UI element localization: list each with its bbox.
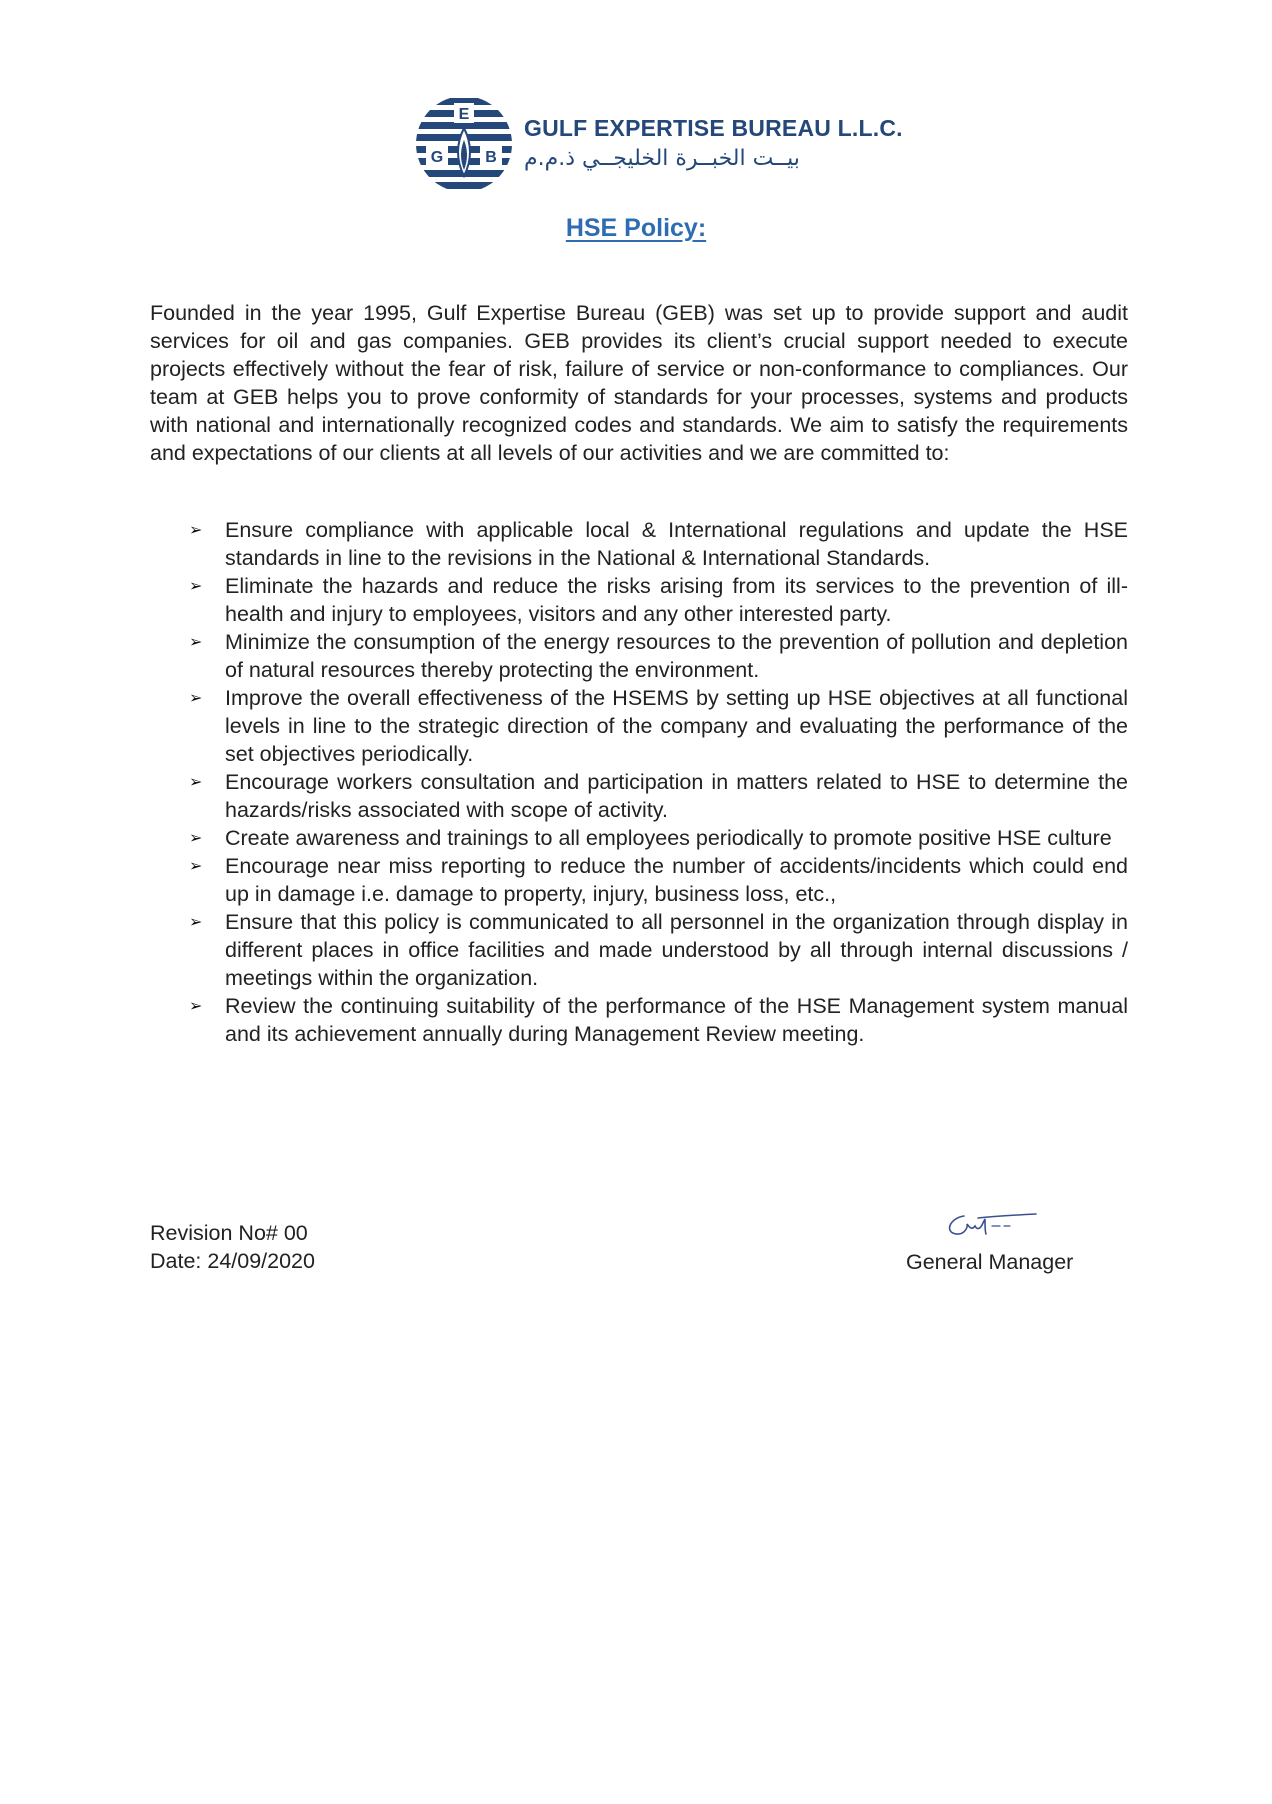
arrowhead-bullet-icon: ➢ (189, 828, 203, 847)
list-item (150, 852, 1128, 908)
list-item (150, 992, 1128, 1048)
revision-block (150, 1219, 315, 1275)
arrowhead-bullet-icon: ➢ (189, 576, 203, 595)
list-item (150, 908, 1128, 992)
list-item (150, 628, 1128, 684)
arrowhead-bullet-icon: ➢ (189, 632, 203, 651)
list-item-text: Ensure that this policy is communicated to all personnel in the organization through display in different places in office facilities and made understood by all through internal discussions / meetings within the organization. (225, 910, 1128, 990)
arrowhead-bullet-icon: ➢ (189, 520, 203, 539)
list-item (150, 684, 1128, 768)
list-item-text: Review the continuing suitability of the performance of the HSE Management system manual and its achievement annually during Management Review meeting. (225, 994, 1128, 1046)
signatory-title: General Manager (906, 1250, 1074, 1274)
list-item (150, 824, 1128, 852)
company-header (412, 94, 903, 194)
list-item-text: Improve the overall effectiveness of the HSEMS by setting up HSE objectives at all functional levels in line to the strategic direction of the company and evaluating the performance of the set objectives periodically. (225, 686, 1128, 766)
list-item-text: Ensure compliance with applicable local & International regulations and update the HSE standards in line to the revisions in the National & International Standards. (225, 518, 1128, 570)
logo-letter-b: B (485, 149, 497, 166)
list-item-text: Encourage near miss reporting to reduce the number of accidents/incidents which could end up in damage i.e. damage to property, injury, business loss, etc., (225, 854, 1128, 906)
arrowhead-bullet-icon: ➢ (189, 912, 203, 931)
list-item (150, 516, 1128, 572)
list-item-text: Encourage workers consultation and participation in matters related to HSE to determine the hazards/risks associated with scope of activity. (225, 770, 1128, 822)
list-item-text: Minimize the consumption of the energy resources to the prevention of pollution and depletion of natural resources thereby protecting the environment. (225, 630, 1128, 682)
arrowhead-bullet-icon: ➢ (189, 996, 203, 1015)
arrowhead-bullet-icon: ➢ (189, 856, 203, 875)
list-item (150, 768, 1128, 824)
revision-date: Date: 24/09/2020 (150, 1249, 315, 1273)
signature-icon (940, 1206, 1040, 1246)
arrowhead-bullet-icon: ➢ (189, 772, 203, 791)
logo-letter-e: E (458, 106, 470, 123)
company-name-block (524, 114, 903, 176)
geb-logo-icon (412, 94, 516, 194)
list-item-text: Eliminate the hazards and reduce the risks arising from its services to the prevention of ill-health and injury to employees, visitors and any other interested party. (225, 574, 1128, 626)
revision-number: Revision No# 00 (150, 1221, 308, 1245)
arrowhead-bullet-icon: ➢ (189, 688, 203, 707)
commitment-list (150, 516, 1128, 1048)
list-item-text: Create awareness and trainings to all employees periodically to promote positive HSE culture (225, 826, 1112, 850)
logo-letter-g: G (430, 149, 444, 166)
intro-paragraph: Founded in the year 1995, Gulf Expertise Bureau (GEB) was set up to provide support and audit services for oil and gas companies. GEB provides its client’s crucial support needed to execute projects effectively without the fear of risk, failure of service or non-conformance to compliances. Our team at GEB helps you to prove conformity of standards for your processes, systems and products with national and internationally recognized codes and standards. We aim to satisfy the requirements and expectations of our clients at all levels of our activities and we are committed to: (150, 301, 1128, 465)
company-name-english: GULF EXPERTISE BUREAU L.L.C. (524, 115, 903, 141)
list-item (150, 572, 1128, 628)
page-title: HSE Policy: (565, 214, 707, 242)
company-name-arabic: بيــت الخبــرة الخليجــي ذ.م.م (524, 146, 800, 171)
